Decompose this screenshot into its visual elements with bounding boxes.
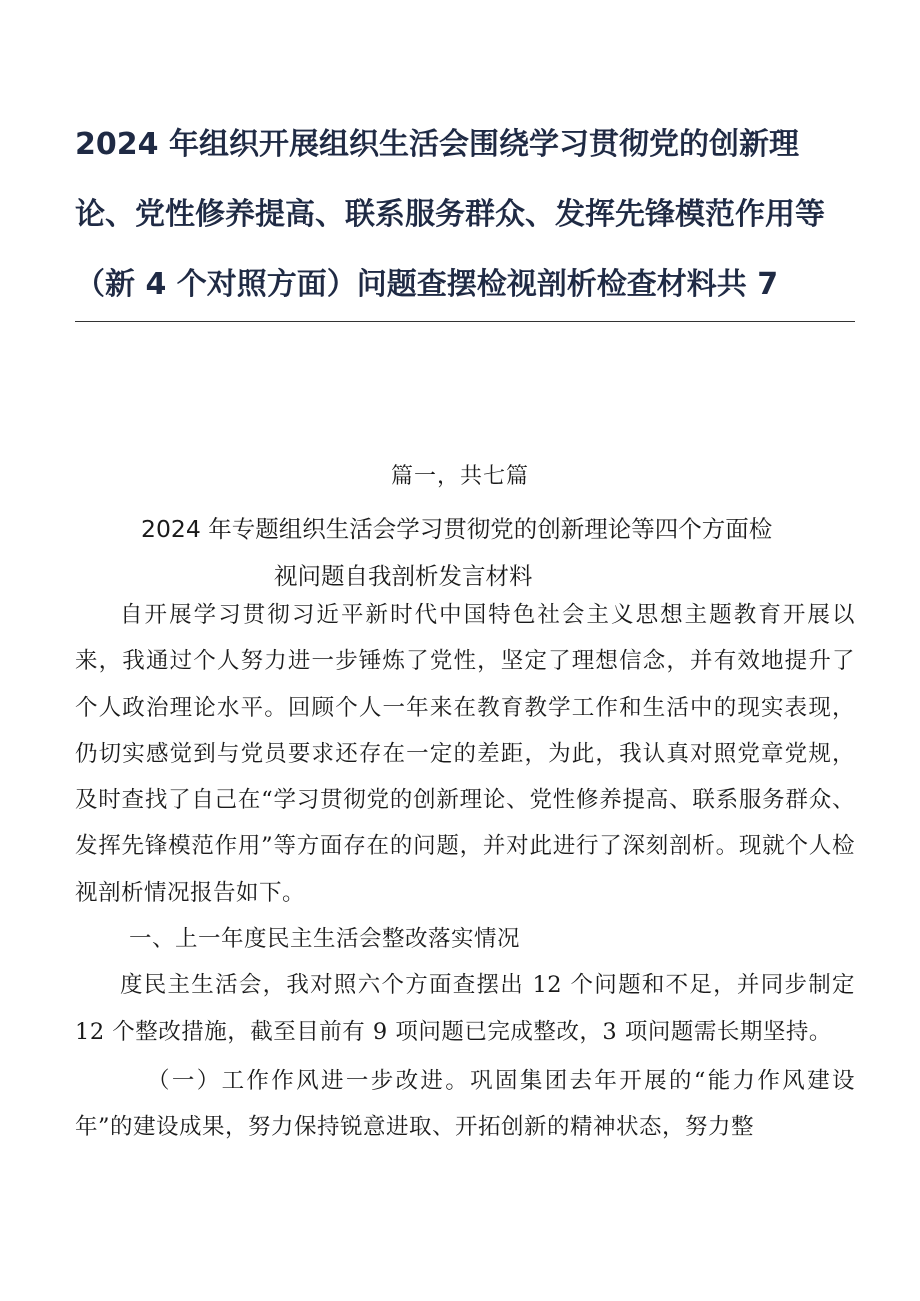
section-title: [75, 506, 855, 600]
document-title-line: 2024 年组织开展组织生活会围绕学习贯彻党的创新理: [75, 127, 799, 162]
title-underline-divider: [75, 321, 855, 322]
section-heading: 一、上一年度民主生活会整改落实情况: [129, 926, 521, 953]
document-title: [75, 127, 855, 302]
document-title-line: 论、党性修养提高、联系服务群众、发挥先锋模范作用等: [75, 197, 825, 232]
chapter-label: 篇一，共七篇: [390, 464, 529, 489]
section-title-line: 视问题自我剖析发言材料: [274, 562, 533, 590]
document-body: [75, 592, 855, 1151]
body-paragraph: 度民主生活会，我对照六个方面查摆出 12 个问题和不足，并同步制定 12 个整改措施，截至目前有 9 项问题已完成整改，3 项问题需长期坚持。: [75, 972, 855, 1045]
intro-paragraph: 自开展学习贯彻习近平新时代中国特色社会主义思想主题教育开展以来，我通过个人努力进一步锤炼了党性，坚定了理想信念，并有效地提升了个人政治理论水平。回顾个人一年来在教育教学工作和生活中的现实表现，仍切实感觉到与党员要求还存在一定的差距，为此，我认真对照党章党规，及时查找了自己在“学习贯彻党的创新理论、党性修养提高、联系服务群众、发挥先锋模范作用”等方面存在的问题，并对此进行了深刻剖析。现就个人检视剖析情况报告如下。: [75, 602, 855, 906]
section-title-line: 2024 年专题组织生活会学习贯彻党的创新理论等四个方面检: [141, 515, 773, 543]
document-title-line: （新 4 个对照方面）问题查摆检视剖析检查材料共 7: [75, 267, 779, 302]
body-paragraph: （一）工作作风进一步改进。巩固集团去年开展的“能力作风建设年”的建设成果，努力保持锐意进取、开拓创新的精神状态，努力整: [75, 1067, 855, 1141]
